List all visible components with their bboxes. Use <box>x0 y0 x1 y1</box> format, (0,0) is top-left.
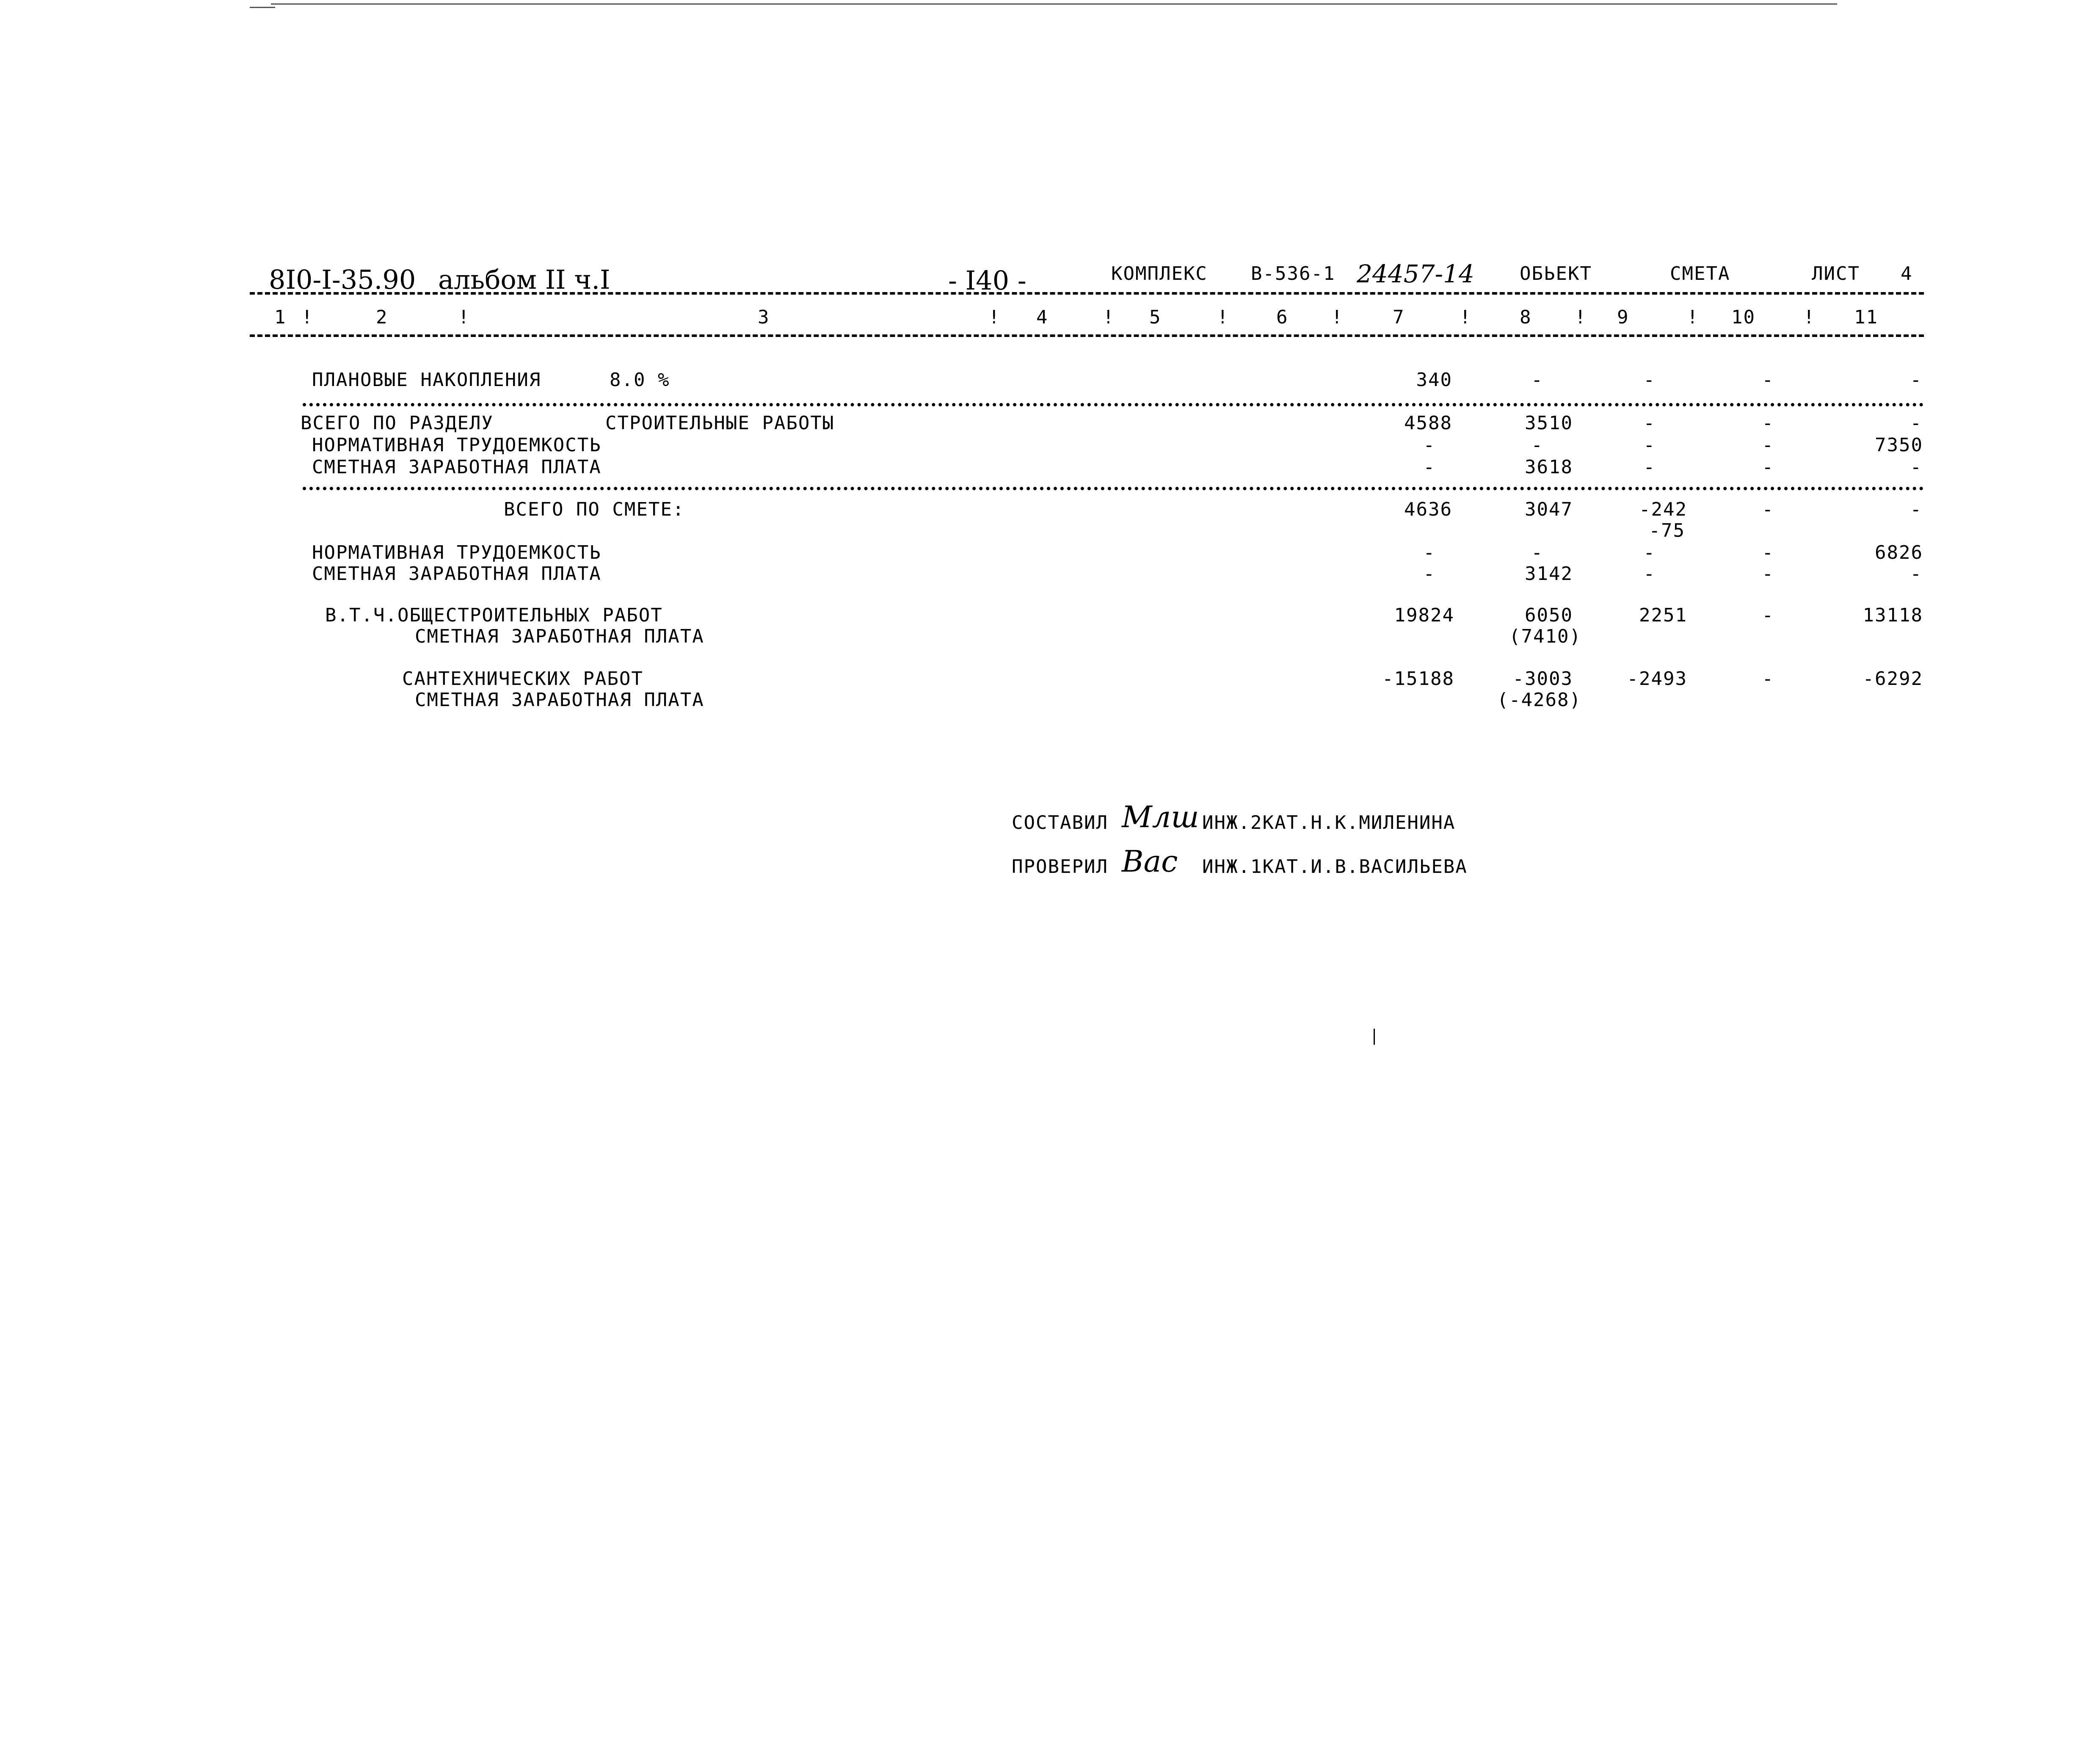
estimate-label: СМЕТА <box>1670 263 1730 284</box>
cell-col10: - <box>1762 412 1774 434</box>
cell-col9: - <box>1643 456 1656 478</box>
column-separator: ! <box>458 306 470 328</box>
row-label: НОРМАТИВНАЯ ТРУДОЕМКОСТЬ <box>312 434 602 456</box>
column-separator: ! <box>1803 306 1816 328</box>
sheet-number: 4 <box>1901 263 1913 284</box>
page-number: - I40 - <box>948 265 1027 296</box>
sheet-label: ЛИСТ <box>1812 263 1860 284</box>
album-label: альбом II ч.I <box>438 264 610 295</box>
cell-col8: 3047 <box>1525 499 1573 520</box>
section-name: СТРОИТЕЛЬНЫЕ РАБОТЫ <box>605 412 835 434</box>
cell-col10: - <box>1762 434 1774 456</box>
column-number-10: 10 <box>1731 306 1755 328</box>
column-separator: ! <box>1217 306 1229 328</box>
cell-col11: - <box>1910 499 1922 520</box>
row-label: В.Т.Ч.ОБЩЕСТРОИТЕЛЬНЫХ РАБОТ <box>325 604 663 626</box>
cell-col8: - <box>1531 369 1543 391</box>
cell-col8-second: (-4268) <box>1497 689 1581 711</box>
cell-col9: - <box>1643 542 1656 563</box>
column-separator: ! <box>1103 306 1115 328</box>
cell-col9-second: -75 <box>1649 520 1685 541</box>
cell-col7: 4636 <box>1404 499 1452 520</box>
cell-col11: 7350 <box>1875 434 1923 456</box>
handwritten-number: 24457-14 <box>1357 259 1474 288</box>
document-code: 8I0-I-35.90 <box>269 264 416 295</box>
compiled-signature: Млш <box>1122 800 1199 834</box>
column-separator: ! <box>301 306 314 328</box>
cell-col9: - <box>1643 412 1656 434</box>
cell-col10: - <box>1762 604 1774 626</box>
column-separator: ! <box>1460 306 1472 328</box>
column-number-1: 1 <box>274 306 287 328</box>
column-separator: ! <box>1331 306 1344 328</box>
cell-col7: -15188 <box>1382 668 1454 690</box>
cell-col11: - <box>1910 456 1922 478</box>
cell-col10: - <box>1762 499 1774 520</box>
cell-col10: - <box>1762 563 1774 585</box>
column-separator: ! <box>1687 306 1699 328</box>
column-number-9: 9 <box>1617 306 1629 328</box>
object-label: ОБЬЕКТ <box>1520 263 1592 284</box>
complex-label: КОМПЛЕКС <box>1111 263 1208 284</box>
cell-col7: 19824 <box>1394 604 1454 626</box>
cell-col11: 6826 <box>1875 542 1923 563</box>
cell-col11: - <box>1910 412 1922 434</box>
row-label: ПЛАНОВЫЕ НАКОПЛЕНИЯ <box>312 369 541 391</box>
cell-col9: -2493 <box>1627 668 1687 690</box>
row-label: НОРМАТИВНАЯ ТРУДОЕМКОСТЬ <box>312 542 602 563</box>
row-label: СМЕТНАЯ ЗАРАБОТНАЯ ПЛАТА <box>312 456 602 478</box>
cell-col8: 3510 <box>1525 412 1573 434</box>
cell-col7: - <box>1423 542 1435 563</box>
cell-col8: 6050 <box>1525 604 1573 626</box>
scan-edge-line <box>271 3 1837 5</box>
cell-col7: - <box>1423 434 1435 456</box>
cell-col10: - <box>1762 542 1774 563</box>
column-number-7: 7 <box>1393 306 1405 328</box>
cell-col9: 2251 <box>1639 604 1687 626</box>
stray-mark <box>1374 1029 1375 1045</box>
cell-col11: -6292 <box>1863 668 1923 690</box>
cell-col11: - <box>1910 369 1922 391</box>
checked-label: ПРОВЕРИЛ <box>1012 856 1108 878</box>
cell-col11: - <box>1910 563 1922 585</box>
cell-col7: - <box>1423 456 1435 478</box>
dotted-separator <box>303 487 1924 490</box>
row-percent: 8.0 % <box>610 369 670 391</box>
complex-code: В-536-1 <box>1251 263 1336 284</box>
cell-col7: 4588 <box>1404 412 1452 434</box>
cell-col8: -3003 <box>1512 668 1573 690</box>
compiled-by: ИНЖ.2КАТ.Н.К.МИЛЕНИНА <box>1202 812 1456 834</box>
row-sub-label: СМЕТНАЯ ЗАРАБОТНАЯ ПЛАТА <box>415 626 704 647</box>
row-label: ВСЕГО ПО СМЕТЕ: <box>504 499 685 520</box>
cell-col9: - <box>1643 434 1656 456</box>
cell-col9: -242 <box>1639 499 1687 520</box>
cell-col8: 3142 <box>1525 563 1573 585</box>
column-separator: ! <box>1575 306 1587 328</box>
cell-col7: - <box>1423 563 1435 585</box>
row-label: СМЕТНАЯ ЗАРАБОТНАЯ ПЛАТА <box>312 563 602 585</box>
cell-col9: - <box>1643 563 1656 585</box>
column-number-8: 8 <box>1520 306 1532 328</box>
compiled-label: СОСТАВИЛ <box>1012 812 1108 834</box>
cell-col10: - <box>1762 456 1774 478</box>
row-label: САНТЕХНИЧЕСКИХ РАБОТ <box>402 668 643 690</box>
header-divider <box>250 292 1924 295</box>
cell-col11: 13118 <box>1863 604 1923 626</box>
column-number-4: 4 <box>1036 306 1049 328</box>
checked-signature: Вас <box>1122 844 1178 879</box>
checked-by: ИНЖ.1КАТ.И.В.ВАСИЛЬЕВА <box>1202 856 1468 878</box>
dotted-separator <box>303 403 1924 406</box>
cell-col9: - <box>1643 369 1656 391</box>
cell-col7: 340 <box>1416 369 1452 391</box>
row-label: ВСЕГО ПО РАЗДЕЛУ <box>301 412 494 434</box>
cell-col8: 3618 <box>1525 456 1573 478</box>
column-number-6: 6 <box>1276 306 1289 328</box>
cell-col10: - <box>1762 369 1774 391</box>
column-number-3: 3 <box>758 306 770 328</box>
cell-col8: - <box>1531 434 1543 456</box>
cell-col8-second: (7410) <box>1509 626 1581 647</box>
column-number-11: 11 <box>1854 306 1878 328</box>
column-separator: ! <box>988 306 1001 328</box>
column-divider <box>250 334 1924 337</box>
cell-col10: - <box>1762 668 1774 690</box>
scan-edge-line <box>250 7 275 8</box>
column-number-2: 2 <box>376 306 388 328</box>
cell-col8: - <box>1531 542 1543 563</box>
column-number-5: 5 <box>1149 306 1162 328</box>
row-sub-label: СМЕТНАЯ ЗАРАБОТНАЯ ПЛАТА <box>415 689 704 711</box>
